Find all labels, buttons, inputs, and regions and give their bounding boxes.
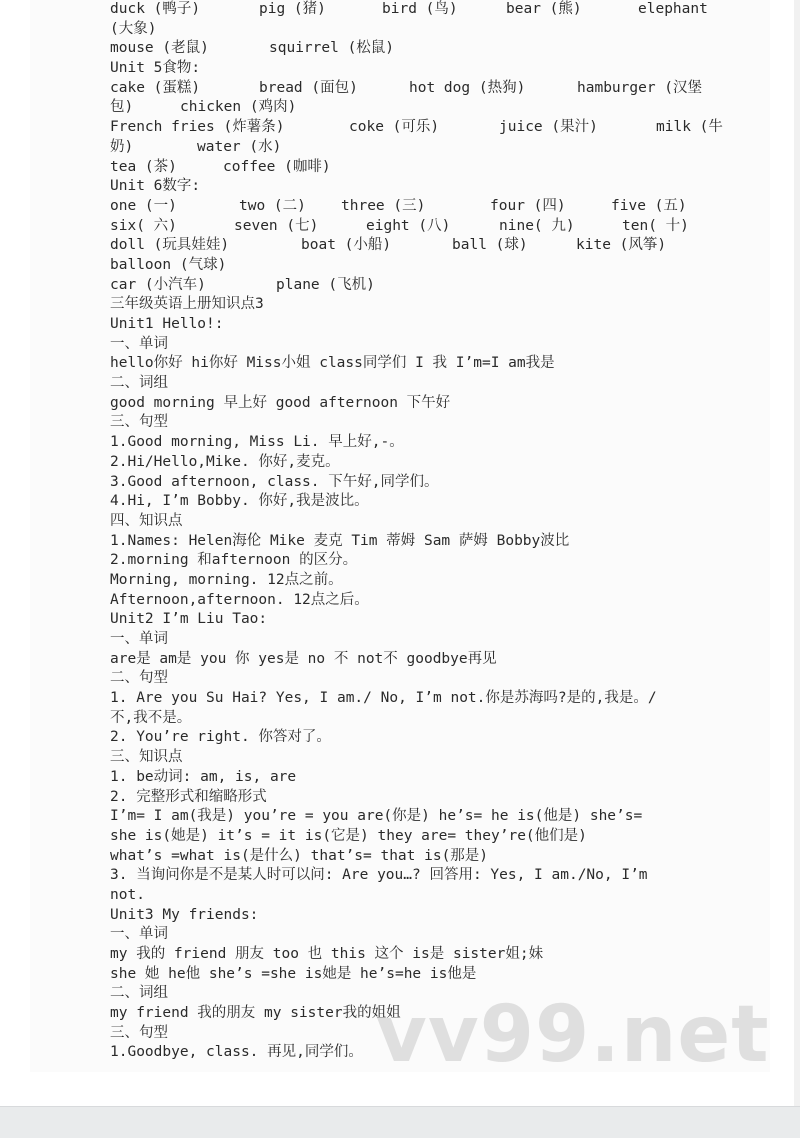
text-line	[110, 847, 750, 867]
text-line	[110, 177, 750, 197]
text-segment: 三年级英语上册知识点3	[110, 296, 264, 313]
text-segment: 4.Hi, I’m Bobby. 你好,我是波比。	[110, 493, 369, 510]
text-segment: 包)	[110, 99, 134, 116]
text-line	[110, 354, 750, 374]
text-segment: 3.Good afternoon, class. 下午好,同学们。	[110, 473, 439, 490]
text-segment: 2. You’re right. 你答对了。	[110, 729, 331, 746]
text-line	[110, 138, 750, 158]
text-segment: 2.morning 和afternoon 的区分。	[110, 552, 358, 569]
text-line	[110, 571, 750, 591]
text-line	[110, 965, 750, 985]
text-segment: Unit2 I’m Liu Tao:	[110, 611, 268, 628]
text-segment: French fries (炸薯条)	[110, 119, 285, 136]
text-segment: Afternoon,afternoon. 12点之后。	[110, 591, 369, 608]
text-segment: milk (牛	[656, 119, 723, 136]
text-line	[110, 866, 750, 886]
text-segment: 2. 完整形式和缩略形式	[110, 788, 267, 805]
text-segment: (大象)	[110, 20, 157, 37]
text-line	[110, 374, 750, 394]
text-line	[110, 59, 750, 79]
text-segment: ten( 十)	[622, 217, 689, 234]
text-segment: seven (七)	[234, 217, 319, 234]
text-line	[110, 945, 750, 965]
text-segment: kite (风筝)	[576, 237, 667, 254]
text-segment: what’s =what is(是什么) that’s= that is(那是)	[110, 847, 489, 864]
text-line	[110, 315, 750, 335]
text-segment: not.	[110, 886, 145, 903]
text-line	[110, 610, 750, 630]
text-segment: boat (小船)	[301, 237, 392, 254]
text-segment: 不,我不是。	[110, 709, 192, 726]
text-line	[110, 827, 750, 847]
text-segment: bird (鸟)	[382, 1, 458, 17]
text-line	[110, 0, 750, 20]
text-line	[110, 768, 750, 788]
text-line	[110, 532, 750, 552]
text-segment: hot dog (热狗)	[409, 79, 526, 96]
text-segment: 一、单词	[110, 926, 168, 943]
text-segment: hello你好 hi你好 Miss小姐 class同学们 I 我 I’m=I am我是	[110, 355, 555, 372]
text-segment: I’m= I am(我是) you’re = you are(你是) he’s= he is(他是) she’s=	[110, 808, 643, 825]
text-segment: she 她 he他 she’s =she is她是 he’s=he is他是	[110, 965, 477, 982]
text-line	[110, 709, 750, 729]
text-segment: 3. 当询问你是不是某人时可以问: Are you…? 回答用: Yes, I am./No, I’m	[110, 867, 648, 884]
text-segment: two (二)	[239, 197, 306, 214]
text-line	[110, 591, 750, 611]
text-segment: Unit1 Hello!:	[110, 316, 224, 332]
text-segment: 二、词组	[110, 375, 168, 392]
text-segment: cake (蛋糕)	[110, 79, 201, 96]
text-segment: three (三)	[341, 197, 426, 214]
text-segment: 二、句型	[110, 670, 168, 687]
text-segment: 2.Hi/Hello,Mike. 你好,麦克。	[110, 453, 340, 470]
text-segment: 一、单词	[110, 335, 168, 352]
text-line	[110, 217, 750, 237]
text-segment: coffee (咖啡)	[223, 158, 331, 175]
text-segment: four (四)	[490, 197, 566, 214]
text-segment: mouse (老鼠)	[110, 40, 209, 57]
text-line	[110, 807, 750, 827]
text-line	[110, 473, 750, 493]
text-segment: 一、单词	[110, 631, 168, 647]
text-segment: Unit3 My friends:	[110, 906, 259, 923]
text-line	[110, 551, 750, 571]
text-line	[110, 788, 750, 808]
text-segment: tea (茶)	[110, 158, 177, 175]
text-line	[110, 728, 750, 748]
text-segment: Unit 5食物:	[110, 60, 201, 77]
text-segment: elephant	[638, 1, 708, 17]
text-segment: nine( 九)	[499, 217, 575, 234]
text-segment: are是 am是 you 你 yes是 no 不 not不 goodbye再见	[110, 650, 497, 667]
text-segment: my friend 我的朋友 my sister我的姐姐	[110, 1005, 401, 1022]
text-line	[110, 906, 750, 926]
text-segment: 1. Are you Su Hai? Yes, I am./ No, I’m not.你是苏海吗?是的,我是。/	[110, 690, 657, 707]
text-segment: five (五)	[611, 197, 687, 214]
document-page	[30, 0, 770, 1072]
text-line	[110, 39, 750, 59]
text-segment: hamburger (汉堡	[577, 79, 703, 96]
text-segment: juice (果汁)	[499, 119, 598, 136]
text-line	[110, 433, 750, 453]
text-segment: good morning 早上好 good afternoon 下午好	[110, 394, 451, 411]
text-segment: plane (飞机)	[276, 276, 375, 293]
text-line	[110, 335, 750, 355]
vertical-scrollbar[interactable]	[794, 0, 800, 1106]
text-segment: pig (猪)	[259, 1, 326, 17]
text-line	[110, 256, 750, 276]
text-line	[110, 118, 750, 138]
text-segment: water (水)	[197, 138, 282, 155]
watermark-text: vv99.net	[376, 990, 770, 1080]
text-segment: six( 六)	[110, 217, 177, 234]
document-text	[110, 0, 750, 1063]
text-line	[110, 492, 750, 512]
text-segment: doll (玩具娃娃)	[110, 237, 230, 254]
text-segment: 1.Good morning, Miss Li. 早上好,-。	[110, 434, 404, 451]
text-line	[110, 925, 750, 945]
text-segment: 三、知识点	[110, 749, 183, 766]
text-segment: balloon (气球)	[110, 256, 227, 273]
text-segment: 二、词组	[110, 985, 168, 1002]
text-segment: ball (球)	[452, 237, 528, 254]
text-segment: bear (熊)	[506, 1, 582, 17]
text-segment: 奶)	[110, 138, 134, 155]
text-line	[110, 236, 750, 256]
text-segment: my 我的 friend 朋友 too 也 this 这个 is是 sister姐;妹	[110, 946, 544, 962]
text-segment: coke (可乐)	[349, 119, 440, 136]
text-line	[110, 197, 750, 217]
text-line	[110, 689, 750, 709]
text-segment: Unit 6数字:	[110, 178, 201, 195]
text-segment: chicken (鸡肉)	[180, 99, 297, 116]
text-line	[110, 394, 750, 414]
text-segment: 1. be动词: am, is, are	[110, 768, 297, 785]
text-line	[110, 669, 750, 689]
text-segment: she is(她是) it’s = it is(它是) they are= they’re(他们是)	[110, 827, 587, 844]
text-segment: car (小汽车)	[110, 276, 206, 293]
text-line	[110, 20, 750, 40]
text-segment: squirrel (松鼠)	[269, 40, 395, 57]
text-line	[110, 886, 750, 906]
text-line	[110, 748, 750, 768]
text-segment: one (一)	[110, 197, 177, 214]
text-segment: 三、句型	[110, 414, 168, 431]
text-line	[110, 630, 750, 650]
text-line	[110, 413, 750, 433]
text-line	[110, 79, 750, 99]
text-line	[110, 295, 750, 315]
text-line	[110, 98, 750, 118]
text-segment: 三、句型	[110, 1024, 168, 1041]
page-footer-band	[0, 1106, 800, 1138]
text-line	[110, 158, 750, 178]
text-line	[110, 650, 750, 670]
text-segment: Morning, morning. 12点之前。	[110, 571, 343, 588]
text-segment: bread (面包)	[259, 79, 358, 96]
text-segment: 1.Names: Helen海伦 Mike 麦克 Tim 蒂姆 Sam 萨姆 Bobby波比	[110, 532, 570, 549]
text-segment: eight (八)	[366, 217, 451, 234]
text-line	[110, 276, 750, 296]
text-segment: 1.Goodbye, class. 再见,同学们。	[110, 1044, 363, 1061]
text-segment: 四、知识点	[110, 512, 183, 529]
text-line	[110, 512, 750, 532]
text-line	[110, 453, 750, 473]
text-segment: duck (鸭子)	[110, 1, 201, 17]
